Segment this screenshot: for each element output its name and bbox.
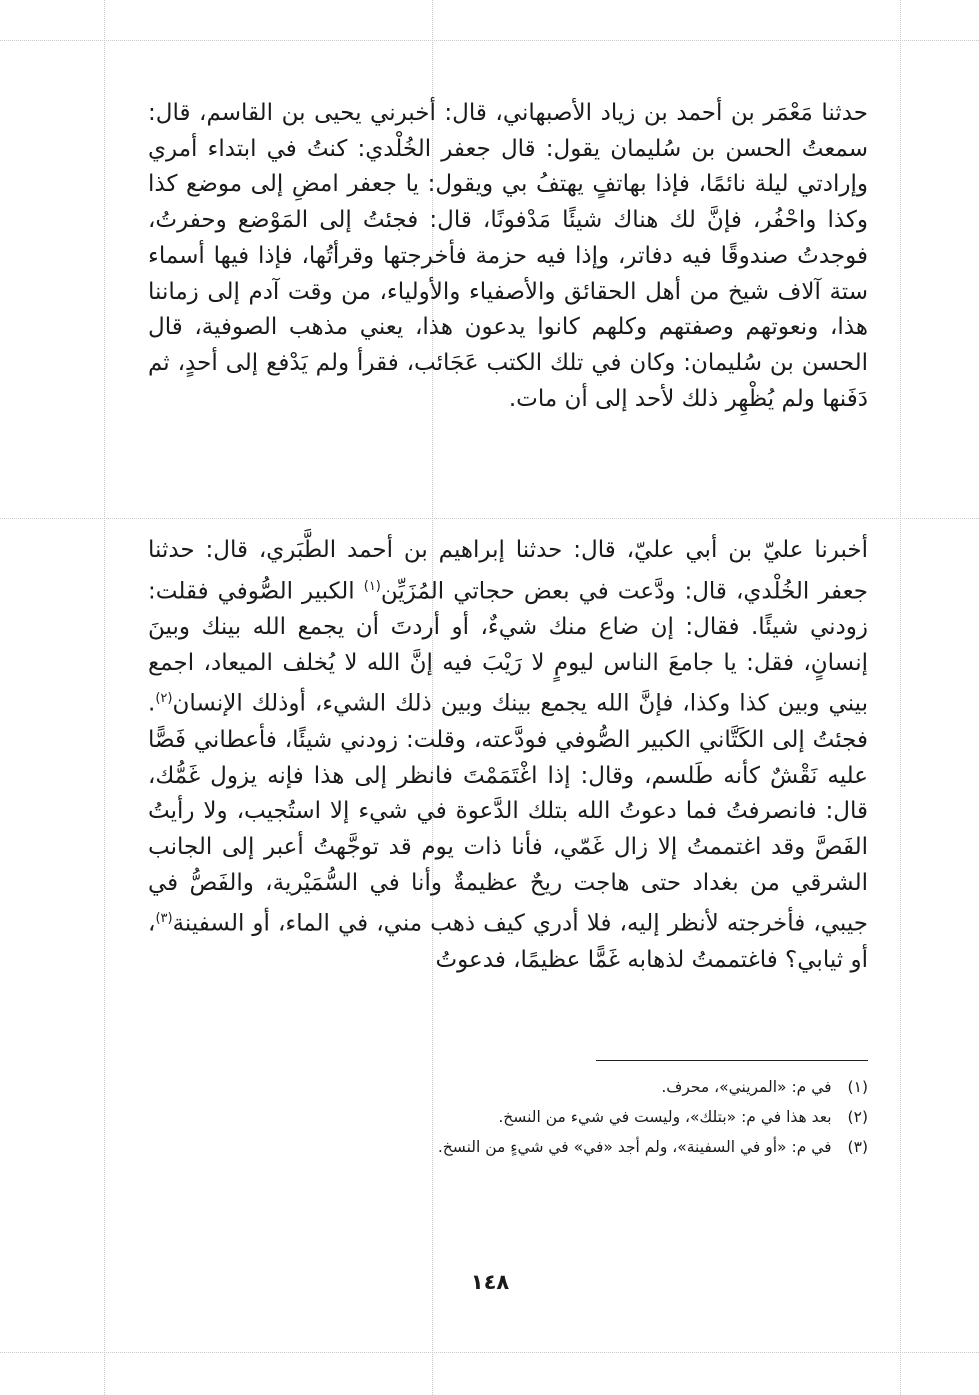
footnote-number: (٣) xyxy=(847,1138,868,1156)
footnote-ref-3[interactable]: (٣) xyxy=(155,911,173,927)
scan-guide-line xyxy=(900,0,901,1395)
scan-guide-line xyxy=(0,1352,979,1353)
body-paragraph-1: حدثنا مَعْمَر بن أحمد بن زياد الأصبهاني، قال: أخبرني يحيى بن القاسم، قال: سمعتُ الحسن بن سُليمان يقول: قال جعفر الخُلْدي: كنتُ في ابتداء أمري وإرادتي ليلة نائمًا، فإذا بهاتفٍ يهتفُ بي ويقول: يا جعفر امضِ إلى موضع كذا وكذا واحْفُر، فإنَّ لك هناك شيئًا مَدْفونًا، قال: فجئتُ إلى المَوْضع وحفرتُ، فوجدتُ صندوقًا فيه دفاتر، وإذا فيه حزمة فأخرجتها وقرأتُها، فإذا فيها أسماء ستة آلاف شيخ من أهل الحقائق والأصفياء والأولياء، من وقت آدم إلى زماننا هذا، ونعوتهم وصفتهم وكلهم كانوا يدعون هذا، يعني مذهب الصوفية، قال الحسن بن سُليمان: وكان في تلك الكتب عَجَائب، فقرأ ولم يَدْفع إلى أحدٍ، ثم دَفَنها ولم يُظْهِر ذلك لأحد إلى أن مات. xyxy=(148,100,868,412)
footnote-number: (١) xyxy=(847,1078,868,1096)
footnote-1 xyxy=(300,1072,868,1102)
scan-guide-line xyxy=(0,518,979,519)
paragraph-text: أخبرنا عليّ بن أبي عليّ، قال: حدثنا إبراهيم بن أحمد الطَّبَري، قال: حدثنا جعفر الخُلْدي، قال: ودَّعت في بعض حجاتي المُزَيِّن xyxy=(148,537,868,605)
paragraph-text: . فجئتُ إلى الكَتَّاني الكبير الصُّوفي فودَّعته، وقلت: زودني شيئًا، فأعطاني فَصًّا عليه نَقْشٌ كأنه طَلسم، وقال: إذا اغْتَمَمْتَ فانظر إلى هذا فإنه يزول غَمُّك، قال: فانصرفتُ فما دعوتُ الله بتلك الدَّعوة في شيء إلا استُجيب، ولا رأيتُ الفَصَّ وقد اغتممتُ إلا زال غَمّي، فأنا ذات يوم قد توجَّهتُ أعبر إلى الجانب الشرقي من بغداد حتى هاجت ريحٌ عظيمةٌ وأنا في السُّمَيْرية، والفَصُّ في جيبي، فأخرجته لأنظر إليه، فلا أدري كيف ذهب مني، في الماء، أو السفينة xyxy=(148,691,868,937)
scan-guide-line xyxy=(0,40,979,41)
paragraph-text: الكبير الصُّوفي فقلت: زودني شيئًا. فقال: إن ضاع منك شيءٌ، أو أردتَ أن يجمع الله بينك وبينَ إنسانٍ، فقل: يا جامعَ الناس ليومٍ لا رَيْبَ فيه إنَّ الله لا يُخلف الميعاد، اجمع بيني وبين كذا وكذا، فإنَّ الله يجمع بينك وبين ذلك الشيء، أوذلك الإنسان xyxy=(148,578,868,718)
footnote-number: (٢) xyxy=(847,1108,868,1126)
footnote-text: في م: «أو في السفينة»، ولم أجد «في» في شيءٍ من النسخ. xyxy=(437,1138,832,1156)
footnote-2 xyxy=(300,1102,868,1132)
scan-guide-line xyxy=(104,0,105,1395)
footnote-text: بعد هذا في م: «بتلك»، وليست في شيء من النسخ. xyxy=(498,1108,832,1126)
page-number: ١٤٨ xyxy=(470,1270,510,1294)
footnote-3 xyxy=(300,1132,868,1162)
footnotes xyxy=(300,1072,868,1162)
body-paragraph-2 xyxy=(148,533,868,978)
footnote-text: في م: «المريني»، محرف. xyxy=(661,1078,832,1096)
paragraph-text: ، أو ثيابي؟ فاغتممتُ لذهابه غَمًّا عظيمًا، فدعوتُ xyxy=(148,911,868,973)
footnote-separator xyxy=(596,1060,868,1061)
footnote-ref-1[interactable]: (١) xyxy=(363,578,381,594)
footnote-ref-2[interactable]: (٢) xyxy=(155,691,173,707)
